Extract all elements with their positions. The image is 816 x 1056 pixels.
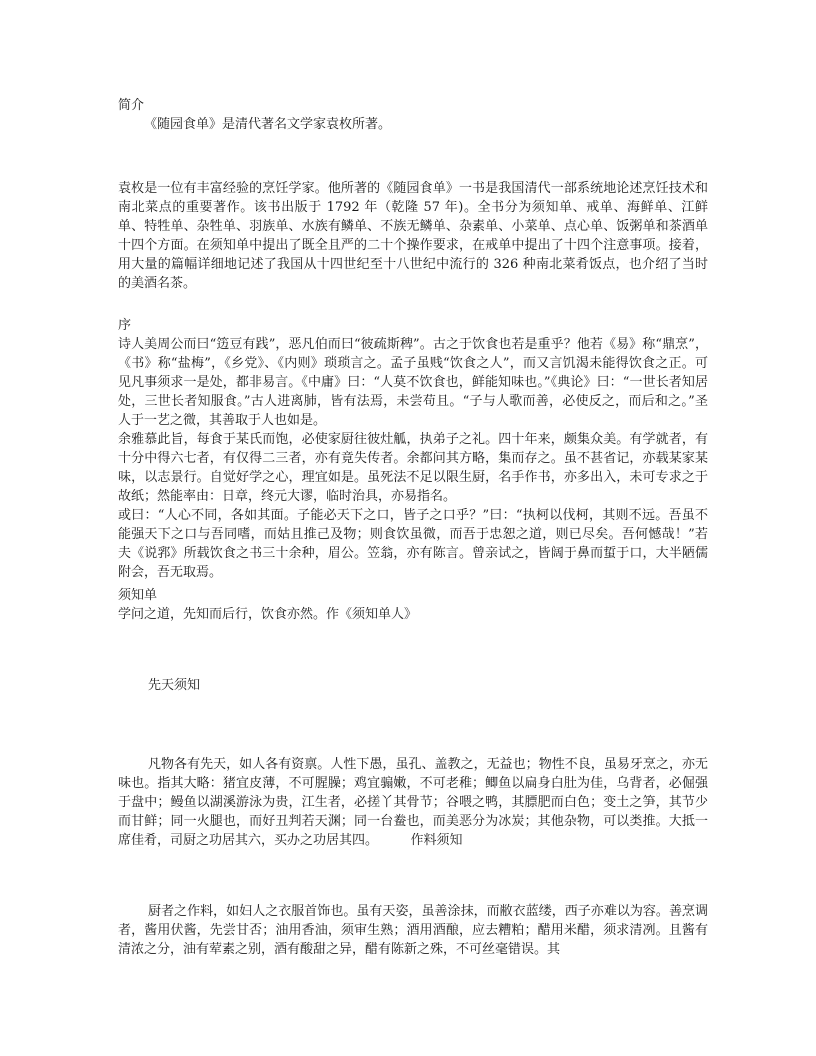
xiantian-section — [118, 676, 708, 695]
zuoliao-section — [118, 902, 708, 959]
preface-paragraph: 或曰：“人心不同，各如其面。子能必天下之口，皆子之口乎？”曰：“执柯以伐柯，其则不远。吾虽不能强天下之口与吾同嗜，而姑且推己及物；则食饮虽微，而吾于忠恕之道，则已尽矣。吾何憾哉！”若夫《说郛》所载饮食之书三十余种，眉公。笠翁，亦有陈言。曾亲试之，皆阔于鼻而蜇于口，大半陋儒附会，吾无取焉。 — [118, 508, 708, 580]
preface-paragraph: 诗人美周公而曰“笾豆有践”，恶凡伯而曰“彼疏斯稗”。古之于饮食也若是重乎？他若《易》称“鼎烹”，《书》称“盐梅”，《乡党》、《内则》琐琐言之。孟子虽贱“饮食之人”，而又言饥渴未能得饮食之正。可见凡事须求一是处，都非易言。《中庸》曰：“人莫不饮食也，鲜能知味也。”《典论》曰：“一世长者知居处，三世长者知服食。”古人进离肺，皆有法焉，未尝苟且。“子与人歌而善，必使反之，而后和之。”圣人于一艺之微，其善取于人也如是。 — [118, 337, 708, 428]
xuzhi-section — [118, 586, 708, 624]
zuoliao-text: 厨者之作料，如妇人之衣服首饰也。虽有天姿，虽善涂抹，而敝衣蓝缕，西子亦难以为容。善烹调者，酱用伏酱，先尝甘否；油用香油，须审生熟；酒用酒酿，应去糟粕；醋用米醋，须求清冽。且酱有清浓之分，油有荤素之别，酒有酸甜之异，醋有陈新之殊，不可丝毫错误。其 — [118, 904, 708, 957]
xuzhi-text: 学问之道，先知而后行，饮食亦然。作《须知单人》 — [118, 607, 418, 622]
xiantian-heading: 先天须知 — [148, 678, 201, 693]
preface-paragraph: 余雅慕此旨，每食于某氏而饱，必使家厨往彼灶觚，执弟子之礼。四十年来，颇集众美。有学就者，有十分中得六七者，有仅得二三者，亦有竟失传者。余都问其方略，集而存之。虽不甚省记，亦载某家某味，以志景行。自觉好学之心，理宜如是。虽死法不足以限生厨，名手作书，亦多出入，未可专求之于故纸；然能率由：日章，终元大谬，临时治具，亦易指名。 — [118, 432, 708, 504]
xiantian-body — [118, 755, 708, 850]
about-section — [118, 179, 708, 293]
intro-text: 《随园食单》是清代著名文学家袁枚所著。 — [144, 117, 392, 132]
preface-heading: 序 — [118, 318, 132, 333]
intro-heading: 简介 — [118, 98, 145, 113]
preface-section — [118, 316, 708, 582]
intro-section — [118, 96, 708, 134]
about-text: 袁枚是一位有丰富经验的烹饪学家。他所著的《随园食单》一书是我国清代一部系统地论述烹饪技术和南北菜点的重要著作。该书出版于 1792 年（乾隆 57 年)。全书分为须知单、戒单、海鲜单、江鲜单、特牲单、杂牲单、羽族单、水族有鳞单、不族无鳞单、杂素单、小菜单、点心单、饭粥单和茶酒单十四个方面。在须知单中提出了既全且严的二十个操作要求，在戒单中提出了十四个注意事项。接着，用大量的篇幅详细地记述了我国从十四世纪至十八世纪中流行的 326 种南北菜肴饭点，也介绍了当时的美酒名茶。 — [118, 181, 708, 291]
xuzhi-heading: 须知单 — [118, 588, 158, 603]
xiantian-text: 凡物各有先天，如人各有资禀。人性下愚，虽孔、盖教之，无益也；物性不良，虽易牙烹之，亦无味也。指其大略：猪宜皮薄，不可腥臊；鸡宜骟嫩，不可老稚；鲫鱼以扁身白肚为佳，乌背者，必倔强于盘中；鳗鱼以湖溪游泳为贵，江生者，必搓丫其骨节；谷喂之鸭，其膘肥而白色；变土之笋，其节少而甘鲜；同一火腿也，而好丑判若天渊；同一台鲞也，而美恶分为冰炭；其他杂物，可以类推。大抵一席佳肴，司厨之功居其六，买办之功居其四。 作料须知 — [118, 757, 708, 848]
